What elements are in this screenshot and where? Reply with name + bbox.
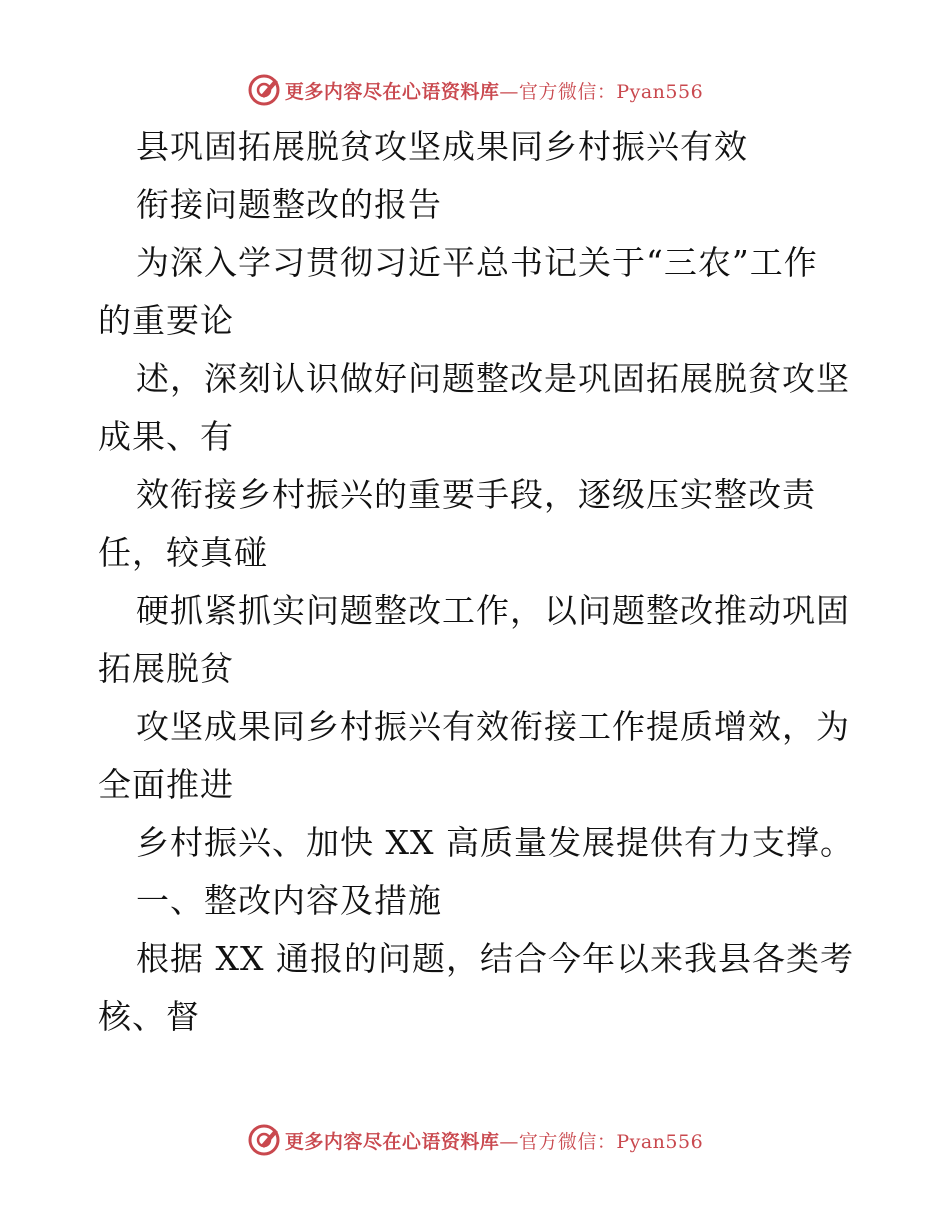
text-line: 硬抓紧抓实问题整改工作，以问题整改推动巩固 [136, 591, 850, 630]
text-line: 核、督 [98, 997, 200, 1036]
text-line: 根据 XX 通报的问题，结合今年以来我县各类考 [136, 939, 854, 978]
watermark-logo-icon [247, 73, 281, 107]
text-line: 县巩固拓展脱贫攻坚成果同乡村振兴有效 [136, 127, 748, 166]
text-line: 全面推进 [98, 765, 234, 804]
text-line: 效衔接乡村振兴的重要手段，逐级压实整改责 [136, 475, 816, 514]
watermark-brand: 更多内容尽在心语资料库 [284, 80, 500, 103]
watermark-header [0, 70, 950, 110]
text-line: 成果、有 [98, 417, 234, 456]
text-line: 一、整改内容及措施 [136, 881, 442, 920]
text-line: 衔接问题整改的报告 [136, 185, 442, 224]
text-line: 为深入学习贯彻习近平总书记关于“三农”工作 [136, 243, 818, 282]
text-line: 乡村振兴、加快 XX 高质量发展提供有力支撑。 [136, 823, 854, 862]
watermark-footer [0, 1120, 950, 1160]
watermark-contact: —官方微信：Pyan556 [499, 1130, 704, 1153]
document-body [98, 118, 858, 1046]
text-line: 的重要论 [98, 301, 234, 340]
text-line: 任，较真碰 [98, 533, 268, 572]
watermark-contact: —官方微信：Pyan556 [499, 80, 704, 103]
text-line: 拓展脱贫 [98, 649, 234, 688]
text-line: 攻坚成果同乡村振兴有效衔接工作提质增效，为 [136, 707, 850, 746]
watermark-brand: 更多内容尽在心语资料库 [284, 1130, 500, 1153]
text-line: 述，深刻认识做好问题整改是巩固拓展脱贫攻坚 [136, 359, 850, 398]
watermark-logo-icon [247, 1123, 281, 1157]
